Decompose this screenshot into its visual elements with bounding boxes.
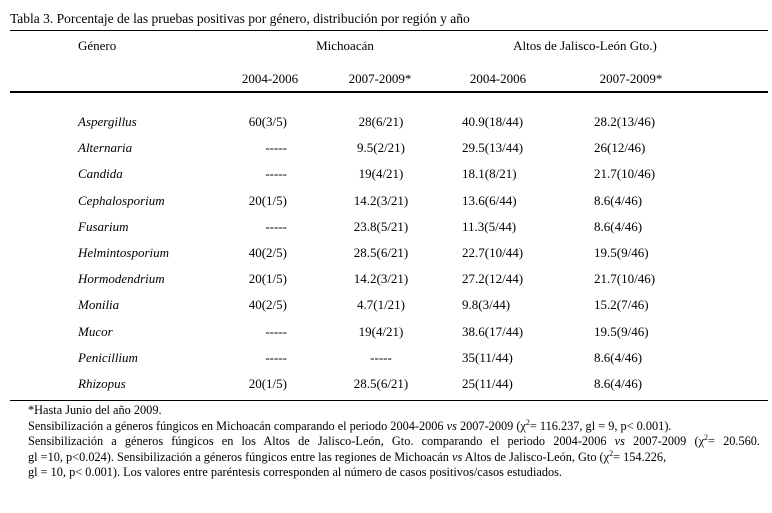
value-cell: 21.7(10/46) [594,271,656,286]
genus-cell: Candida [78,166,123,181]
value-cell: 8.6(4/46) [594,350,643,365]
value-cell: 8.6(4/46) [594,376,643,391]
value-cell: 40.9(18/44) [462,114,524,129]
value-cell: 27.2(12/44) [462,271,524,286]
genus-cell: Helmintosporium [78,245,169,260]
footnote-michoacan: Sensibilización a géneros fúngicos en Michoacán comparando el periodo 2004-2006 vs 2007-2009 ($\chi^2= 116.237$, gl = 9, p< 0.001). [28,417,672,433]
value-cell: 22.7(10/44) [462,245,524,260]
value-cell: 25(11/44) [462,376,513,391]
header-rule [10,91,768,93]
value-cell: 29.5(13/44) [462,140,524,155]
value-cell: 4.7(1/21) [356,297,406,312]
value-cell: 21.7(10/46) [594,166,656,181]
value-cell: ----- [265,166,287,181]
header-period: 2007-2009* [599,71,663,86]
footnote-legend: gl = 10, p< 0.001). Los valores entre paréntesis corresponden al número de casos positivos/casos estudiados. [28,465,562,480]
header-period: 2007-2009* [348,71,412,86]
value-cell: 9.5(2/21) [356,140,406,155]
value-cell: 14.2(3/21) [353,193,409,208]
value-cell: ----- [265,350,287,365]
value-cell: 8.6(4/46) [594,219,643,234]
value-cell: 19.5(9/46) [594,324,649,339]
value-cell: 38.6(17/44) [462,324,524,339]
value-cell: 40(2/5) [248,297,287,312]
value-cell: 13.6(6/44) [462,193,517,208]
value-cell: 19(4/21) [358,324,404,339]
header-genus: Género [78,38,117,53]
value-cell: 23.8(5/21) [353,219,409,234]
genus-cell: Cephalosporium [78,193,165,208]
value-cell: 28(6/21) [358,114,404,129]
footnote-altos: Sensibilización a géneros fúngicos en los Altos de Jalisco-León, Gto. comparando el periodo 2004-2006 vs 2007-2009 ($\chi^2= 20.560$. [28,433,761,449]
value-cell: 28.2(13/46) [594,114,656,129]
value-cell: 9.8(3/44) [462,297,511,312]
table-footnotes [28,403,760,481]
genus-cell: Mucor [78,324,113,339]
value-cell: 28.5(6/21) [353,376,409,391]
genus-cell: Hormodendrium [78,271,165,286]
header-region-michoacan: Michoacán [316,38,374,53]
value-cell: 19.5(9/46) [594,245,649,260]
value-cell: 14.2(3/21) [353,271,409,286]
table-caption: Tabla 3. Porcentaje de las pruebas positivas por género, distribución por región y año [10,11,470,26]
genus-cell: Monilia [78,297,120,312]
value-cell: 35(11/44) [462,350,513,365]
top-rule [10,30,768,31]
footnote-regions: gl =10, p<0.024). Sensibilización a géneros fúngicos entre las regiones de Michoacán vs Altos de Jalisco-León, Gto ($\chi^2= 154.226$, [28,448,667,464]
genus-cell: Penicillium [78,350,138,365]
footnote-date: *Hasta Junio del año 2009. [28,403,162,417]
value-cell: 20(1/5) [248,376,287,391]
value-cell: 11.3(5/44) [462,219,517,234]
genus-cell: Aspergillus [78,114,137,129]
value-cell: 40(2/5) [248,245,287,260]
genus-cell: Rhizopus [78,376,126,391]
genus-cell: Fusarium [78,219,129,234]
header-region-altos: Altos de Jalisco-León Gto.) [513,38,657,53]
header-period: 2004-2006 [241,71,299,86]
value-cell: ----- [265,219,287,234]
value-cell: 18.1(8/21) [462,166,517,181]
value-cell: 8.6(4/46) [594,193,643,208]
value-cell: 26(12/46) [594,140,646,155]
value-cell: 19(4/21) [358,166,404,181]
value-cell: 28.5(6/21) [353,245,409,260]
value-cell: ----- [265,140,287,155]
genus-cell: Alternaria [78,140,133,155]
value-cell: 15.2(7/46) [594,297,649,312]
header-period: 2004-2006 [469,71,527,86]
value-cell: 20(1/5) [248,271,287,286]
value-cell: 20(1/5) [248,193,287,208]
value-cell: ----- [265,324,287,339]
value-cell: 60(3/5) [248,114,287,129]
value-cell: ----- [370,350,392,365]
bottom-rule [10,400,768,401]
